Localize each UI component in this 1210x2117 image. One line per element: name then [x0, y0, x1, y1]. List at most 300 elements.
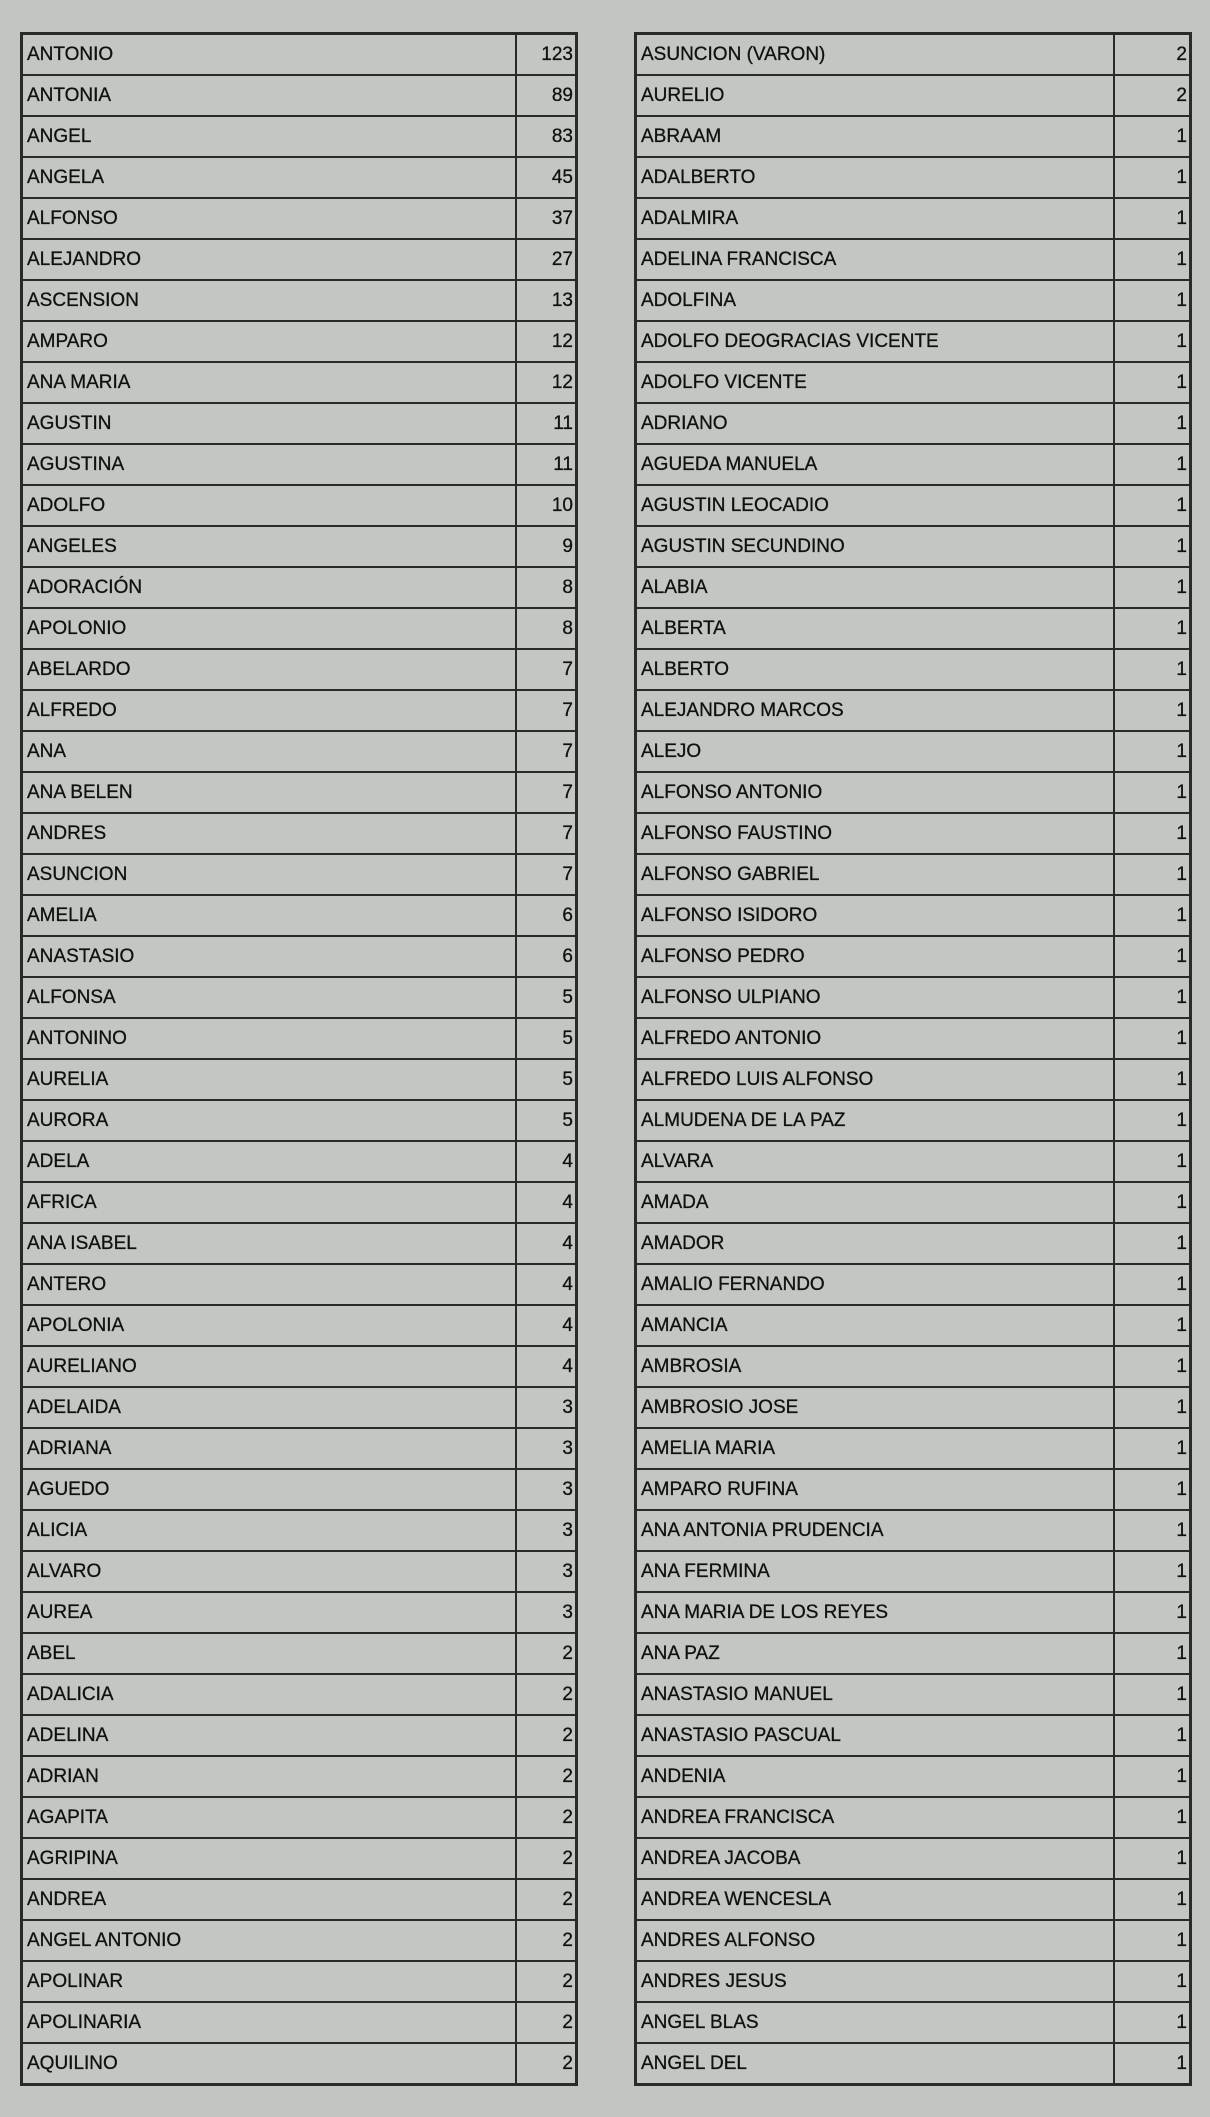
table-row [636, 608, 1191, 649]
name-cell: ANGEL [22, 116, 517, 157]
count-cell: 1 [1114, 485, 1191, 526]
table-row [22, 1633, 577, 1674]
name-cell: AGRIPINA [22, 1838, 517, 1879]
count-cell: 1 [1114, 649, 1191, 690]
count-cell: 1 [1114, 1018, 1191, 1059]
name-cell: ALFONSO [22, 198, 517, 239]
name-cell: ANGEL BLAS [636, 2002, 1115, 2043]
count-cell: 1 [1114, 362, 1191, 403]
count-cell: 1 [1114, 157, 1191, 198]
name-cell: ANASTASIO [22, 936, 517, 977]
table-row [22, 1018, 577, 1059]
count-cell: 8 [516, 567, 577, 608]
name-cell: ANGELES [22, 526, 517, 567]
name-cell: ANGELA [22, 157, 517, 198]
count-cell: 13 [516, 280, 577, 321]
count-cell: 5 [516, 1018, 577, 1059]
name-cell: APOLINARIA [22, 2002, 517, 2043]
name-cell: AMBROSIO JOSE [636, 1387, 1115, 1428]
table-row [22, 1100, 577, 1141]
name-cell: ADALMIRA [636, 198, 1115, 239]
count-cell: 1 [1114, 1715, 1191, 1756]
count-cell: 10 [516, 485, 577, 526]
table-row [636, 1961, 1191, 2002]
name-cell: ALFREDO LUIS ALFONSO [636, 1059, 1115, 1100]
table-row [22, 567, 577, 608]
count-cell: 2 [1114, 34, 1191, 76]
count-cell: 2 [1114, 75, 1191, 116]
table-row [22, 1141, 577, 1182]
count-cell: 2 [516, 1633, 577, 1674]
name-cell: ABEL [22, 1633, 517, 1674]
name-cell: AFRICA [22, 1182, 517, 1223]
name-cell: ADOLFO DEOGRACIAS VICENTE [636, 321, 1115, 362]
name-cell: ALEJANDRO MARCOS [636, 690, 1115, 731]
table-row [22, 1551, 577, 1592]
name-cell: ANTONIA [22, 75, 517, 116]
table-row [22, 1756, 577, 1797]
name-cell: ADELAIDA [22, 1387, 517, 1428]
name-cell: ANDREA [22, 1879, 517, 1920]
count-cell: 2 [516, 2002, 577, 2043]
name-cell: ADELINA [22, 1715, 517, 1756]
name-cell: ADRIAN [22, 1756, 517, 1797]
table-row [22, 895, 577, 936]
name-cell: ADELINA FRANCISCA [636, 239, 1115, 280]
table-row [22, 116, 577, 157]
table-row [22, 854, 577, 895]
count-cell: 1 [1114, 1387, 1191, 1428]
table-row [22, 1469, 577, 1510]
name-cell: ADOLFO [22, 485, 517, 526]
count-cell: 5 [516, 1100, 577, 1141]
name-cell: AMPARO RUFINA [636, 1469, 1115, 1510]
count-cell: 11 [516, 444, 577, 485]
name-cell: ALFONSA [22, 977, 517, 1018]
table-row [636, 1715, 1191, 1756]
table-row [22, 1838, 577, 1879]
count-cell: 9 [516, 526, 577, 567]
name-cell: AGUEDO [22, 1469, 517, 1510]
count-cell: 1 [1114, 567, 1191, 608]
count-cell: 7 [516, 731, 577, 772]
count-cell: 2 [516, 2043, 577, 2085]
table-row [22, 1715, 577, 1756]
table-row [22, 1182, 577, 1223]
count-cell: 1 [1114, 1223, 1191, 1264]
count-cell: 1 [1114, 1305, 1191, 1346]
name-cell: ANTONIO [22, 34, 517, 76]
count-cell: 12 [516, 321, 577, 362]
table-row [22, 2043, 577, 2085]
table-row [636, 198, 1191, 239]
count-cell: 4 [516, 1182, 577, 1223]
table-row [636, 1633, 1191, 1674]
name-cell: ALMUDENA DE LA PAZ [636, 1100, 1115, 1141]
count-cell: 1 [1114, 690, 1191, 731]
table-row [22, 1592, 577, 1633]
count-cell: 3 [516, 1387, 577, 1428]
table-row [22, 321, 577, 362]
table-row [636, 280, 1191, 321]
table-row [636, 813, 1191, 854]
name-cell: ANDRES [22, 813, 517, 854]
name-cell: ABRAAM [636, 116, 1115, 157]
name-cell: ANDENIA [636, 1756, 1115, 1797]
table-row [636, 731, 1191, 772]
count-cell: 3 [516, 1510, 577, 1551]
name-cell: ALABIA [636, 567, 1115, 608]
name-cell: ADALICIA [22, 1674, 517, 1715]
table-row [636, 1756, 1191, 1797]
count-cell: 7 [516, 854, 577, 895]
name-cell: ANA [22, 731, 517, 772]
table-row [636, 1920, 1191, 1961]
name-cell: ASUNCION [22, 854, 517, 895]
table-row [22, 1961, 577, 2002]
count-cell: 5 [516, 1059, 577, 1100]
name-cell: ALFONSO PEDRO [636, 936, 1115, 977]
name-cell: ADOLFO VICENTE [636, 362, 1115, 403]
table-row [22, 608, 577, 649]
count-cell: 2 [516, 1879, 577, 1920]
name-cell: AUREA [22, 1592, 517, 1633]
name-cell: AMPARO [22, 321, 517, 362]
count-cell: 1 [1114, 1633, 1191, 1674]
name-cell: ALBERTO [636, 649, 1115, 690]
name-cell: ALFONSO ULPIANO [636, 977, 1115, 1018]
count-cell: 8 [516, 608, 577, 649]
table-row [636, 936, 1191, 977]
count-cell: 2 [516, 1756, 577, 1797]
table-row [636, 403, 1191, 444]
count-cell: 1 [1114, 1510, 1191, 1551]
table-row [22, 75, 577, 116]
table-row [636, 1018, 1191, 1059]
count-cell: 5 [516, 977, 577, 1018]
count-cell: 1 [1114, 1141, 1191, 1182]
table-row [636, 75, 1191, 116]
count-cell: 1 [1114, 526, 1191, 567]
table-row [22, 1428, 577, 1469]
name-cell: ANASTASIO MANUEL [636, 1674, 1115, 1715]
table-row [636, 1510, 1191, 1551]
name-cell: APOLINAR [22, 1961, 517, 2002]
table-row [636, 1264, 1191, 1305]
name-cell: ANDRES ALFONSO [636, 1920, 1115, 1961]
name-cell: ANA ISABEL [22, 1223, 517, 1264]
count-cell: 1 [1114, 1346, 1191, 1387]
name-cell: ALVARA [636, 1141, 1115, 1182]
count-cell: 3 [516, 1592, 577, 1633]
count-cell: 1 [1114, 2002, 1191, 2043]
table-row [22, 1920, 577, 1961]
table-row [22, 1674, 577, 1715]
name-cell: AGUSTIN SECUNDINO [636, 526, 1115, 567]
count-cell: 4 [516, 1346, 577, 1387]
name-cell: ADRIANO [636, 403, 1115, 444]
table-row [636, 567, 1191, 608]
name-cell: ALFREDO ANTONIO [636, 1018, 1115, 1059]
table-row [636, 1838, 1191, 1879]
count-cell: 2 [516, 1838, 577, 1879]
count-cell: 7 [516, 772, 577, 813]
name-cell: ALBERTA [636, 608, 1115, 649]
count-cell: 1 [1114, 1592, 1191, 1633]
table-row [22, 1797, 577, 1838]
name-cell: ANA MARIA DE LOS REYES [636, 1592, 1115, 1633]
count-cell: 3 [516, 1428, 577, 1469]
name-cell: AMADOR [636, 1223, 1115, 1264]
table-row [636, 157, 1191, 198]
name-cell: AGUSTIN [22, 403, 517, 444]
table-row [22, 157, 577, 198]
name-cell: ANASTASIO PASCUAL [636, 1715, 1115, 1756]
count-cell: 2 [516, 1961, 577, 2002]
name-cell: AGUEDA MANUELA [636, 444, 1115, 485]
count-cell: 1 [1114, 1551, 1191, 1592]
name-cell: AMELIA MARIA [636, 1428, 1115, 1469]
count-cell: 83 [516, 116, 577, 157]
name-cell: AMELIA [22, 895, 517, 936]
name-cell: ADELA [22, 1141, 517, 1182]
table-row [22, 1346, 577, 1387]
count-cell: 1 [1114, 2043, 1191, 2085]
count-cell: 2 [516, 1715, 577, 1756]
name-cell: ASCENSION [22, 280, 517, 321]
table-row [636, 1797, 1191, 1838]
name-cell: ALEJO [636, 731, 1115, 772]
table-row [636, 1879, 1191, 1920]
count-cell: 1 [1114, 403, 1191, 444]
table-row [636, 1100, 1191, 1141]
table-row [22, 690, 577, 731]
count-cell: 1 [1114, 1756, 1191, 1797]
table-row [636, 2002, 1191, 2043]
table-row [636, 362, 1191, 403]
table-row [636, 1551, 1191, 1592]
count-cell: 2 [516, 1920, 577, 1961]
count-cell: 123 [516, 34, 577, 76]
name-count-table-right [634, 32, 1192, 2086]
count-cell: 1 [1114, 731, 1191, 772]
table-row [636, 1428, 1191, 1469]
name-cell: AGAPITA [22, 1797, 517, 1838]
name-cell: AURELIA [22, 1059, 517, 1100]
count-cell: 7 [516, 690, 577, 731]
table-row [22, 813, 577, 854]
name-cell: AMALIO FERNANDO [636, 1264, 1115, 1305]
name-cell: ADOLFINA [636, 280, 1115, 321]
name-cell: ALFREDO [22, 690, 517, 731]
name-cell: ALVARO [22, 1551, 517, 1592]
name-cell: AGUSTIN LEOCADIO [636, 485, 1115, 526]
count-cell: 1 [1114, 977, 1191, 1018]
name-cell: ANA BELEN [22, 772, 517, 813]
count-cell: 1 [1114, 608, 1191, 649]
name-cell: ANA ANTONIA PRUDENCIA [636, 1510, 1115, 1551]
table-row [636, 485, 1191, 526]
table-row [22, 34, 577, 76]
table-row [636, 1182, 1191, 1223]
name-cell: ANA PAZ [636, 1633, 1115, 1674]
name-cell: ADALBERTO [636, 157, 1115, 198]
count-cell: 1 [1114, 854, 1191, 895]
count-cell: 7 [516, 813, 577, 854]
table-row [636, 34, 1191, 76]
name-cell: ALICIA [22, 1510, 517, 1551]
name-cell: ALFONSO FAUSTINO [636, 813, 1115, 854]
name-cell: ANGEL DEL [636, 2043, 1115, 2085]
count-cell: 3 [516, 1469, 577, 1510]
table-row [22, 1059, 577, 1100]
count-cell: 1 [1114, 239, 1191, 280]
name-cell: AQUILINO [22, 2043, 517, 2085]
count-cell: 1 [1114, 1838, 1191, 1879]
table-row [636, 1469, 1191, 1510]
table-row [22, 731, 577, 772]
table-row [22, 649, 577, 690]
table-row [22, 936, 577, 977]
count-cell: 1 [1114, 280, 1191, 321]
table-row [22, 198, 577, 239]
table-row [636, 444, 1191, 485]
count-cell: 1 [1114, 1428, 1191, 1469]
name-cell: ADORACIÓN [22, 567, 517, 608]
table-row [22, 1305, 577, 1346]
table-row [636, 321, 1191, 362]
count-cell: 27 [516, 239, 577, 280]
name-cell: ANDRES JESUS [636, 1961, 1115, 2002]
count-cell: 1 [1114, 116, 1191, 157]
count-cell: 1 [1114, 444, 1191, 485]
table-row [636, 649, 1191, 690]
name-cell: ANDREA WENCESLA [636, 1879, 1115, 1920]
name-cell: APOLONIO [22, 608, 517, 649]
table-row [636, 1223, 1191, 1264]
table-row [636, 854, 1191, 895]
name-cell: ALFONSO ANTONIO [636, 772, 1115, 813]
table-row [636, 690, 1191, 731]
name-cell: APOLONIA [22, 1305, 517, 1346]
name-cell: AURELIANO [22, 1346, 517, 1387]
name-cell: AGUSTINA [22, 444, 517, 485]
table-row [636, 1387, 1191, 1428]
count-cell: 11 [516, 403, 577, 444]
table-row [636, 1592, 1191, 1633]
table-row [22, 239, 577, 280]
table-row [636, 772, 1191, 813]
table-row [636, 526, 1191, 567]
count-cell: 1 [1114, 1182, 1191, 1223]
name-cell: ANTERO [22, 1264, 517, 1305]
count-cell: 2 [516, 1797, 577, 1838]
table-row [22, 1223, 577, 1264]
name-cell: ANA MARIA [22, 362, 517, 403]
table-row [22, 1510, 577, 1551]
count-cell: 4 [516, 1223, 577, 1264]
name-cell: ALEJANDRO [22, 239, 517, 280]
table-row [22, 444, 577, 485]
count-cell: 1 [1114, 936, 1191, 977]
table-row [22, 772, 577, 813]
count-cell: 1 [1114, 772, 1191, 813]
name-cell: ANTONINO [22, 1018, 517, 1059]
table-row [636, 1059, 1191, 1100]
table-row [636, 1674, 1191, 1715]
table-row [22, 1264, 577, 1305]
count-cell: 4 [516, 1264, 577, 1305]
name-cell: ANGEL ANTONIO [22, 1920, 517, 1961]
table-row [636, 1346, 1191, 1387]
count-cell: 1 [1114, 321, 1191, 362]
name-count-table-left [20, 32, 578, 2086]
name-cell: AURORA [22, 1100, 517, 1141]
table-row [636, 1141, 1191, 1182]
name-cell: ANDREA FRANCISCA [636, 1797, 1115, 1838]
table-row [636, 1305, 1191, 1346]
name-cell: ANDREA JACOBA [636, 1838, 1115, 1879]
count-cell: 37 [516, 198, 577, 239]
name-cell: ABELARDO [22, 649, 517, 690]
table-row [22, 1387, 577, 1428]
count-cell: 1 [1114, 1059, 1191, 1100]
name-cell: ALFONSO ISIDORO [636, 895, 1115, 936]
name-cell: AURELIO [636, 75, 1115, 116]
name-cell: ASUNCION (VARON) [636, 34, 1115, 76]
name-cell: AMBROSIA [636, 1346, 1115, 1387]
count-cell: 1 [1114, 1961, 1191, 2002]
table-row [636, 977, 1191, 1018]
table-row [636, 895, 1191, 936]
count-cell: 4 [516, 1305, 577, 1346]
table-row [22, 977, 577, 1018]
table-row [636, 239, 1191, 280]
count-cell: 1 [1114, 1469, 1191, 1510]
count-cell: 2 [516, 1674, 577, 1715]
count-cell: 1 [1114, 1879, 1191, 1920]
count-cell: 89 [516, 75, 577, 116]
name-cell: ALFONSO GABRIEL [636, 854, 1115, 895]
table-row [22, 362, 577, 403]
name-cell: AMADA [636, 1182, 1115, 1223]
name-cell: ADRIANA [22, 1428, 517, 1469]
count-cell: 1 [1114, 1100, 1191, 1141]
count-cell: 1 [1114, 1920, 1191, 1961]
count-cell: 3 [516, 1551, 577, 1592]
count-cell: 1 [1114, 198, 1191, 239]
name-cell: ANA FERMINA [636, 1551, 1115, 1592]
table-row [22, 1879, 577, 1920]
count-cell: 45 [516, 157, 577, 198]
table-row [22, 2002, 577, 2043]
name-cell: AMANCIA [636, 1305, 1115, 1346]
table-row [22, 280, 577, 321]
table-row [22, 526, 577, 567]
count-cell: 1 [1114, 813, 1191, 854]
table-row [636, 116, 1191, 157]
count-cell: 1 [1114, 1674, 1191, 1715]
count-cell: 6 [516, 895, 577, 936]
count-cell: 12 [516, 362, 577, 403]
table-row [22, 403, 577, 444]
count-cell: 7 [516, 649, 577, 690]
count-cell: 1 [1114, 895, 1191, 936]
table-row [22, 485, 577, 526]
count-cell: 1 [1114, 1797, 1191, 1838]
count-cell: 6 [516, 936, 577, 977]
table-row [636, 2043, 1191, 2085]
